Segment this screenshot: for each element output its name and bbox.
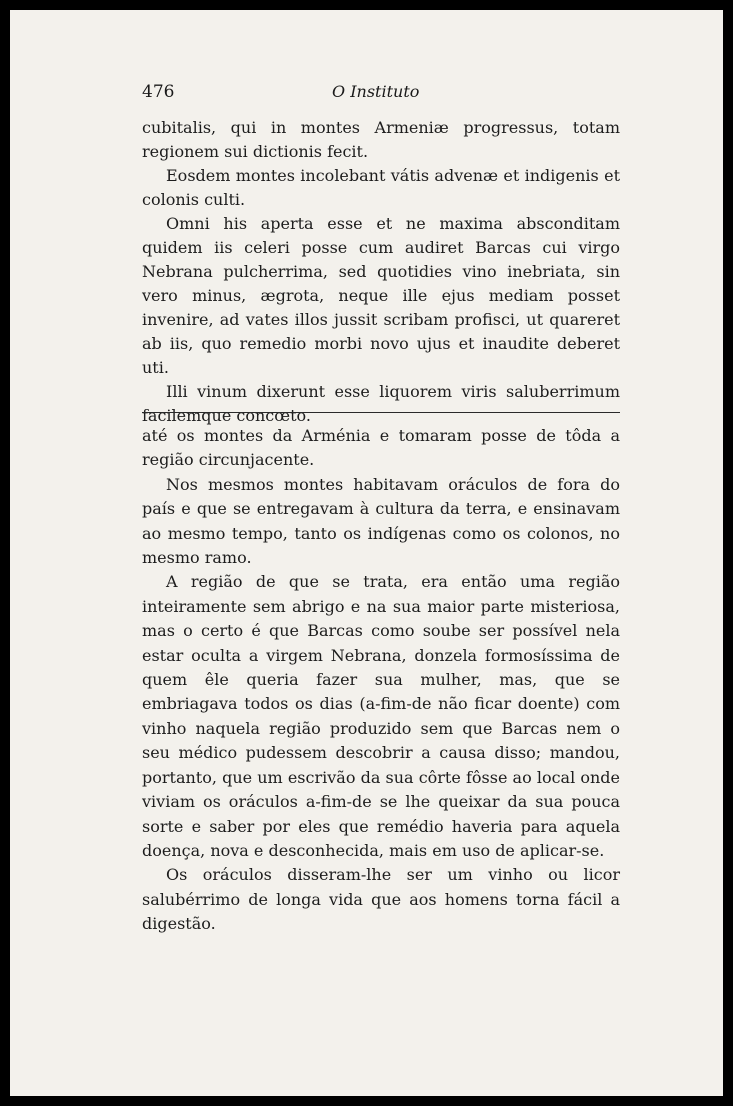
- portuguese-paragraph: Os oráculos disseram-lhe ser um vinho ou licor salubérrimo de longa vida que aos homens torna fácil a digestão.: [142, 865, 620, 934]
- portuguese-paragraph: Nos mesmos montes habitavam oráculos de fora do país e que se entregavam à cultura da terra, e ensinavam ao mesmo tempo, tanto os indígenas como os colonos, no mesmo ramo.: [142, 474, 620, 568]
- portuguese-paragraph: A região de que se trata, era então uma região inteiramente sem abrigo e na sua maior parte misteriosa, mas o certo é que Barcas como soube ser possível nela estar oculta a virgem Nebrana, donzela formosíssima de quem êle queria fazer sua mulher, mas, que se embriagava todos os dias (a-fim-de não ficar doente) com vinho naquela região produzido sem que Barcas nem o seu médico pudessem descobrir a causa disso; mandou, portanto, que um escrivão da sua côrte fôsse ao local onde viviam os oráculos a-fim-de se lhe queixar da sua pouca sorte e saber por eles que remédio haveria para aquela doença, nova e desconhecida, mais em uso de aplicar-se.: [142, 572, 620, 860]
- latin-text-block: [142, 116, 620, 428]
- portuguese-paragraph: até os montes da Arménia e tomaram posse de tôda a região circunjacente.: [142, 426, 620, 470]
- latin-paragraph: Illi vinum dixerunt esse liquorem viris saluberrimum facilemque concœto.: [142, 382, 620, 425]
- latin-paragraph: cubitalis, qui in montes Armeniæ progressus, totam regionem sui dictionis fecit.: [142, 118, 620, 161]
- section-divider: [142, 412, 620, 413]
- running-title: O Instituto: [332, 82, 420, 101]
- latin-paragraph: Omni his aperta esse et ne maxima absconditam quidem iis celeri posse cum audiret Barcas cui virgo Nebrana pulcherrima, sed quotidies vino inebriata, sin vero minus, ægrota, neque ille ejus mediam posset invenire, ad vates illos jussit scribam profisci, ut quareret ab iis, quo remedio morbi novo ujus et inaudite deberet uti.: [142, 214, 620, 377]
- latin-paragraph: Eosdem montes incolebant vátis advenæ et indigenis et colonis culti.: [142, 166, 620, 209]
- book-page: [10, 10, 723, 1096]
- page-header: [142, 74, 620, 104]
- portuguese-text-block: [142, 424, 620, 937]
- page-number: 476: [142, 82, 175, 102]
